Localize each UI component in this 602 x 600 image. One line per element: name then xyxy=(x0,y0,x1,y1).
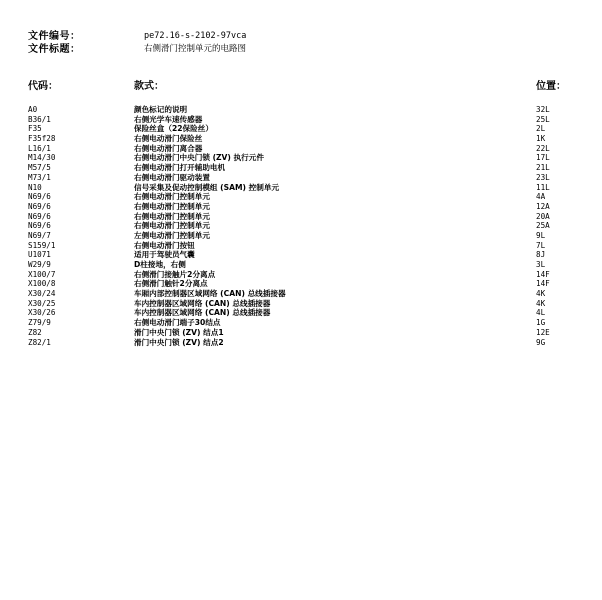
component-location: 21L xyxy=(536,163,550,173)
component-code: L16/1 xyxy=(28,143,51,153)
document-number-value: pe72.16-s-2102-97vca xyxy=(144,31,247,41)
component-code: N69/7 xyxy=(28,230,51,240)
component-code: N69/6 xyxy=(28,192,51,202)
component-code: X30/25 xyxy=(28,298,56,308)
document xyxy=(28,30,574,347)
table-row xyxy=(28,299,574,309)
component-location: 17L xyxy=(536,153,550,163)
component-code: M73/1 xyxy=(28,172,51,182)
component-code: X100/8 xyxy=(28,279,56,289)
component-location: 11L xyxy=(536,182,550,192)
component-location: 4K xyxy=(536,289,546,299)
component-location: 20A xyxy=(536,211,550,221)
document-title-label: 文件标题： xyxy=(28,44,81,55)
component-code: M14/30 xyxy=(28,153,56,163)
component-code: N69/6 xyxy=(28,211,51,221)
table-row xyxy=(28,212,574,222)
component-location: 12A xyxy=(536,201,550,211)
component-code: X100/7 xyxy=(28,269,56,279)
table-row xyxy=(28,163,574,173)
component-description: 滑门中央门锁 (ZV) 结点2 xyxy=(134,337,224,347)
component-description: 右侧滑门触针2分离点 xyxy=(134,279,208,289)
component-description: 车内控制器区域网络 (CAN) 总线插接器 xyxy=(134,308,271,318)
component-code: Z82 xyxy=(28,327,42,337)
document-title-row xyxy=(28,43,574,56)
component-location: 12E xyxy=(536,327,550,337)
table-row xyxy=(28,124,574,134)
component-code: X30/26 xyxy=(28,308,56,318)
table-row xyxy=(28,308,574,318)
component-location: 1K xyxy=(536,134,546,144)
component-description: 适用于驾驶员气囊 xyxy=(134,250,195,260)
component-code: A0 xyxy=(28,105,38,114)
component-location: 23L xyxy=(536,172,550,182)
component-description: 右侧光学车速传感器 xyxy=(134,114,203,124)
component-location: 25A xyxy=(536,221,550,231)
component-description: 信号采集及促动控制模组 (SAM) 控制单元 xyxy=(134,182,280,192)
component-code: M57/5 xyxy=(28,163,51,173)
component-code: F35 xyxy=(28,124,42,134)
table-row xyxy=(28,202,574,212)
header-code: 代码： xyxy=(28,81,58,92)
table-row xyxy=(28,115,574,125)
component-code: Z79/9 xyxy=(28,318,51,328)
component-location: 14F xyxy=(536,269,550,279)
table-row xyxy=(28,250,574,260)
table-row xyxy=(28,338,574,348)
component-code: N69/6 xyxy=(28,221,51,231)
component-description: 右侧电动滑门打开辅助电机 xyxy=(134,163,226,173)
component-code: Z82/1 xyxy=(28,337,51,347)
header-description: 款式： xyxy=(134,81,164,92)
document-title-value: 右侧滑门控制单元的电路图 xyxy=(144,44,247,54)
component-code: X30/24 xyxy=(28,289,56,299)
component-location: 8J xyxy=(536,250,546,260)
component-description: 保险丝盒（22保险丝） xyxy=(134,124,213,134)
component-location: 7L xyxy=(536,240,546,250)
component-description: 右侧电动滑门按钮 xyxy=(134,240,195,250)
component-location: 4L xyxy=(536,308,546,318)
table-row xyxy=(28,328,574,338)
component-code: U1071 xyxy=(28,250,51,260)
component-description: 右侧电动滑门控制单元 xyxy=(134,201,210,211)
table-row xyxy=(28,183,574,193)
component-location: 22L xyxy=(536,143,550,153)
component-description: 右侧电动滑门离合器 xyxy=(134,143,203,153)
document-number-label: 文件编号： xyxy=(28,31,81,42)
component-code: W29/9 xyxy=(28,260,51,269)
table-row xyxy=(28,241,574,251)
component-location: 9G xyxy=(536,337,546,347)
component-description: D柱接地，右侧 xyxy=(134,260,186,269)
component-code: N10 xyxy=(28,182,42,192)
table-row xyxy=(28,221,574,231)
table-row xyxy=(28,270,574,280)
table-row xyxy=(28,173,574,183)
component-description: 右侧滑门接触片2分离点 xyxy=(134,269,216,279)
table-row xyxy=(28,144,574,154)
component-description: 右侧电动滑门端子30结点 xyxy=(134,318,221,328)
component-location: 4K xyxy=(536,298,546,308)
table-row xyxy=(28,318,574,328)
component-location: 14F xyxy=(536,279,550,289)
component-description: 颜色标记的说明 xyxy=(134,105,188,114)
component-location: 4A xyxy=(536,192,546,202)
table-row xyxy=(28,279,574,289)
component-description: 右侧电动滑门驱动装置 xyxy=(134,172,210,182)
component-code: F35f28 xyxy=(28,134,56,144)
component-description: 车厢内部控制器区域网络 (CAN) 总线插接器 xyxy=(134,289,286,299)
component-description: 车内控制器区域网络 (CAN) 总线插接器 xyxy=(134,298,271,308)
component-location: 1G xyxy=(536,318,546,328)
table-row xyxy=(28,289,574,299)
component-location: 2L xyxy=(536,124,546,134)
table-body xyxy=(28,105,574,347)
component-description: 右侧电动滑门保险丝 xyxy=(134,134,203,144)
component-description: 右侧电动滑门中央门锁 (ZV) 执行元件 xyxy=(134,153,264,163)
component-location: 32L xyxy=(536,105,550,114)
component-code: N69/6 xyxy=(28,201,51,211)
component-description: 滑门中央门锁 (ZV) 结点1 xyxy=(134,327,224,337)
table-row xyxy=(28,153,574,163)
component-description: 右侧电动滑门控制单元 xyxy=(134,211,210,221)
component-location: 3L xyxy=(536,260,546,269)
document-number-row xyxy=(28,30,574,43)
component-code: S159/1 xyxy=(28,240,56,250)
component-description: 左侧电动滑门控制单元 xyxy=(134,230,210,240)
component-location: 9L xyxy=(536,230,546,240)
table-row xyxy=(28,105,574,115)
component-description: 右侧电动滑门控制单元 xyxy=(134,192,210,202)
table-row xyxy=(28,134,574,144)
table-row xyxy=(28,231,574,241)
component-location: 25L xyxy=(536,114,550,124)
component-description: 右侧电动滑门控制单元 xyxy=(134,221,210,231)
header-location: 位置： xyxy=(536,81,566,92)
table-row xyxy=(28,192,574,202)
table-header xyxy=(28,80,574,94)
component-code: B36/1 xyxy=(28,114,51,124)
table-row xyxy=(28,260,574,270)
